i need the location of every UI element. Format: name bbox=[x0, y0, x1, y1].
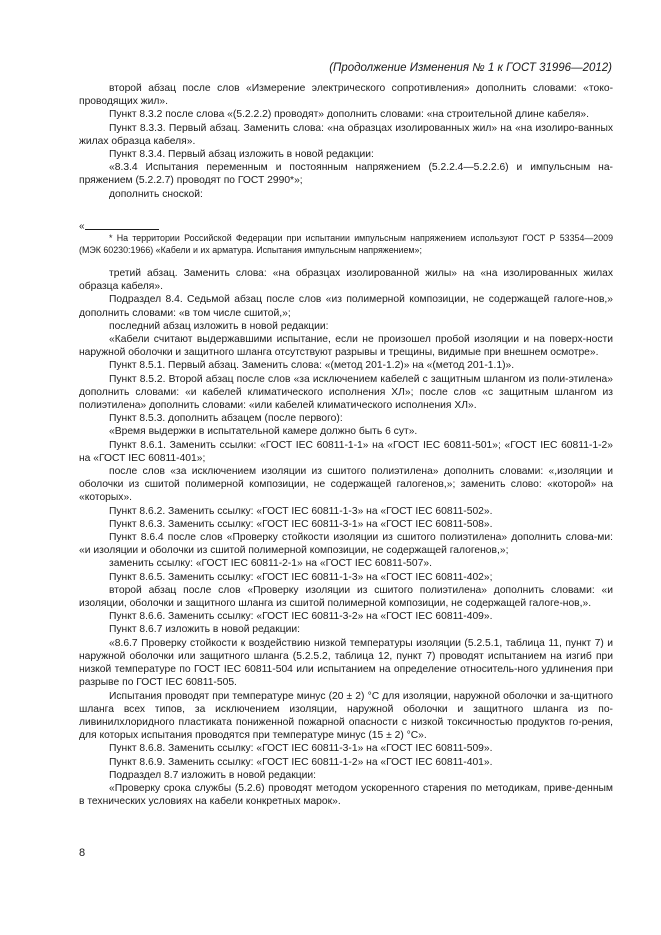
paragraph: последний абзац изложить в новой редакции: bbox=[109, 320, 329, 332]
paragraph: «Время выдержки в испытательной камере должно быть 6 сут». bbox=[109, 426, 418, 438]
paragraph: «Кабели считают выдержавшими испытание, если не произошел пробой изоляции и на поверх-ности наружной оболочки и защитного шланга отсутствуют разрывы и трещины, видимые при внешнем осмотре». bbox=[79, 334, 613, 359]
footnote-rule bbox=[85, 229, 159, 230]
paragraph: Пункт 8.6.2. Заменить ссылку: «ГОСТ IEC 60811-1-3» на «ГОСТ IEC 60811-502». bbox=[109, 505, 493, 517]
paragraph: Подраздел 8.4. Седьмой абзац после слов «из полимерной композиции, не содержащей галоге-нов,» дополнить словами: «в том числе сшитой,»; bbox=[79, 294, 613, 319]
paragraph: Пункт 8.6.8. Заменить ссылку: «ГОСТ IEC 60811-3-1» на «ГОСТ IEC 60811-509». bbox=[109, 743, 493, 755]
paragraph: Пункт 8.6.5. Заменить ссылку: «ГОСТ IEC 60811-1-3» на «ГОСТ IEC 60811-402»; bbox=[109, 571, 493, 583]
paragraph: Пункт 8.3.3. Первый абзац. Заменить слова: «на образцах изолированных жил» на «на изолиро-ванных жилах образца кабеля». bbox=[79, 122, 613, 147]
paragraph: Пункт 8.3.4. Первый абзац изложить в новой редакции: bbox=[109, 149, 374, 161]
paragraph: Пункт 8.6.6. Заменить ссылку: «ГОСТ IEC 60811-3-2» на «ГОСТ IEC 60811-409». bbox=[109, 611, 493, 623]
footnote bbox=[79, 222, 613, 256]
paragraph: «8.3.4 Испытания переменным и постоянным напряжением (5.2.2.4—5.2.2.6) и импульсным на-пряжением (5.2.2.7) проводят по ГОСТ 2990*»; bbox=[79, 162, 613, 187]
paragraph: Пункт 8.6.7 изложить в новой редакции: bbox=[109, 624, 301, 636]
paragraph: «8.6.7 Проверку стойкости к воздействию низкой температуры изоляции (5.2.5.1, таблица 11, пункт 7) и наружной оболочки или защитного шланга (5.2.5.2, таблица 12, пункт 7) проводят испытанием на изгиб при низкой температуре по ГОСТ IEC 60811-504 или испытанием на определение относитель-ного удлинения при разрыве по ГОСТ IEC 60811-505. bbox=[79, 637, 613, 689]
paragraph: Пункт 8.5.1. Первый абзац. Заменить слова: «(метод 201-1.2)» на «(метод 201-1.1)». bbox=[109, 360, 515, 372]
paragraph: Пункт 8.6.3. Заменить ссылку: «ГОСТ IEC 60811-3-1» на «ГОСТ IEC 60811-508». bbox=[109, 518, 493, 530]
paragraph: Пункт 8.6.1. Заменить ссылки: «ГОСТ IEC 60811-1-1» на «ГОСТ IEC 60811-501»; «ГОСТ IEC 60811-1-2» на «ГОСТ IEC 60811-401»; bbox=[79, 439, 613, 464]
paragraph: Подраздел 8.7 изложить в новой редакции: bbox=[109, 769, 317, 781]
footnote-open-quote: « bbox=[79, 221, 85, 232]
paragraph: дополнить сноской: bbox=[109, 188, 203, 200]
paragraph: Пункт 8.6.4 после слов «Проверку стойкости изоляции из сшитого полиэтилена» дополнить слова-ми: «и изоляции и оболочки из сшитой полимерной композиции, не содержащей галогенов,»; bbox=[79, 532, 613, 557]
paragraph: Испытания проводят при температуре минус (20 ± 2) °С для изоляции, наружной оболочки и за-щитного шланга всех типов, за исключением изоляции, наружной оболочки и защитного шланга из по-ливинилхлоридного пластиката пониженной пожарной опасности с низкой токсичностью продуктов го-рения, для которых испытания проводятся при температуре минус (15 ± 2) °С». bbox=[79, 690, 613, 742]
paragraph: третий абзац. Заменить слова: «на образцах изолированной жилы» на «на изолированных жилах образца кабеля». bbox=[79, 268, 613, 293]
paragraph: Пункт 8.5.2. Второй абзац после слов «за исключением кабелей с защитным шлангом из поли-этилена» дополнить словами: «и кабелей климатического исполнения ХЛ»; после слов «с защитным шлангом из полиэтилена» дополнить словами: «или кабелей климатического исполнения ХЛ». bbox=[79, 373, 613, 412]
footnote-text: * На территории Российской Федерации при испытании импульсным напряжением используют ГОСТ Р 53354—2009 (МЭК 60230:1966) «Кабели и их арматура. Испытания импульсным напряжением»; bbox=[79, 233, 613, 255]
page-number: 8 bbox=[79, 847, 86, 859]
page-header: (Продолжение Изменения № 1 к ГОСТ 31996—2012) bbox=[329, 62, 612, 74]
paragraph: Пункт 8.6.9. Заменить ссылку: «ГОСТ IEC 60811-1-2» на «ГОСТ IEC 60811-401». bbox=[109, 756, 493, 768]
paragraph: заменить ссылку: «ГОСТ IEC 60811-2-1» на «ГОСТ IEC 60811-507». bbox=[109, 558, 432, 570]
body-top bbox=[79, 82, 613, 201]
paragraph: Пункт 8.3.2 после слова «(5.2.2.2) проводят» дополнить словами: «на строительной длине кабеля». bbox=[109, 109, 590, 121]
paragraph: после слов «за исключением изоляции из сшитого полиэтилена» дополнить словами: «,изоляции и оболочки из сшитой полимерной композиции, не содержащей галогенов,»; заменить слово: «которой» на «которых». bbox=[79, 466, 613, 504]
paragraph: «Проверку срока службы (5.2.6) проводят методом ускоренного старения по методикам, приве-денным в технических условиях на кабели конкретных марок». bbox=[79, 782, 613, 808]
paragraph: второй абзац после слов «Проверку изоляции из сшитого полиэтилена» дополнить словами: «и изоляции, оболочки и защитного шланга из сшитой полимерной композиции, не содержащей галоге-нов,». bbox=[79, 584, 613, 610]
paragraph: Пункт 8.5.3. дополнить абзацем (после первого): bbox=[109, 413, 343, 425]
body-main bbox=[79, 267, 613, 808]
paragraph: второй абзац после слов «Измерение электрического сопротивления» дополнить словами: «токо-проводящих жил». bbox=[79, 83, 613, 108]
